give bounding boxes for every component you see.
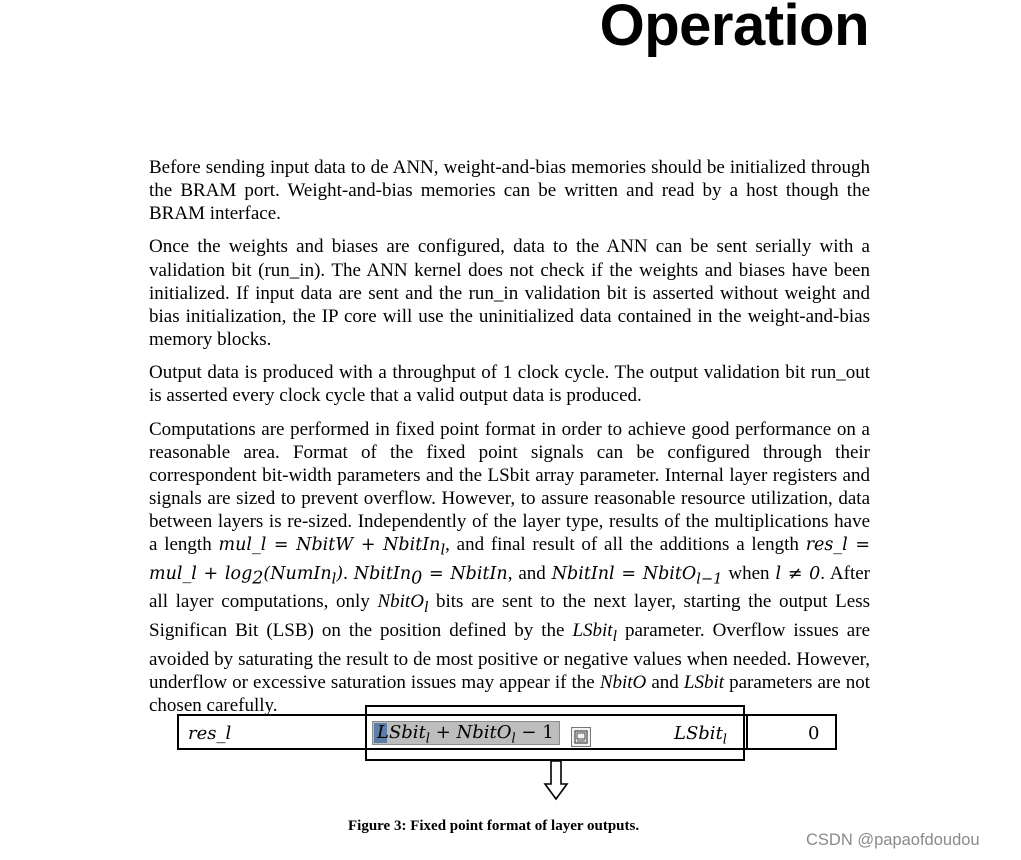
section-heading: Operation: [599, 0, 869, 58]
msb-position-label[interactable]: LSbit$_l$ + NbitO$_l$ − 1: [377, 722, 554, 747]
res-l-label: res_l: [188, 723, 232, 744]
inline-nbito: NbitO$_l$: [377, 591, 429, 616]
body-text: [149, 156, 870, 727]
equation-nbitin: NbitIn$_0$ = NbitIn: [353, 563, 508, 589]
register-divider: [746, 714, 748, 750]
picture-icon: [572, 728, 590, 746]
equation-res: res_l = mul_l + $\log_2(NumIn_l)$: [149, 534, 870, 589]
paragraph-weights-config: Once the weights and biases are configured, data to the ANN can be sent serially with a validation bit (run_in). The ANN kernel does not check if the weights and biases have been initialized. If input data are sent and the run_in validation bit is asserted without weight and bias initialization, the IP core will use the uninitialized data contained in the weight-and-bias memory blocks.: [149, 236, 870, 350]
paragraph-bram-init: Before sending input data to de ANN, weight-and-bias memories should be initialized through the BRAM port. Weight-and-bias memories can be written and read by a host though the BRAM interface.: [149, 157, 870, 225]
inline-nbito-param: NbitO: [599, 672, 647, 694]
equation-l-nonzero: l ≠ 0: [775, 563, 821, 584]
paragraph-fixed-point: Computations are performed in fixed point format in order to achieve good performance on a reasonable area. Format of the fixed point signals can be configured through their correspondent bit-width parameters and the LSbit array parameter. Internal layer registers and signals are sized to prevent overflow. However, to assure reasonable resource utilization, data between layers is re-sized. Independently of the layer type, results of the multiplications have a length mul_l = NbitW + NbitIn$_l$, and final result of all the additions a length res_l = mul_l + $\log_2(NumIn_l)$. NbitIn$_0$ = NbitIn, and NbitInl = NbitO$_{l-1}$ when l ≠ 0. After all layer computations, only NbitO$_l$ bits are sent to the next layer, starting the output Less Significan Bit (LSB) on the position defined by the LSbit$_l$ parameter. Overflow issues are avoided by saturating the result to de most positive or negative values when needed. However, underflow or excessive saturation issues may appear if the NbitO and LSbit parameters are not chosen carefully.: [149, 418, 871, 717]
image-anchor-icon[interactable]: [571, 727, 591, 747]
inline-lsbit: LSbit$_l$: [572, 620, 617, 645]
zero-label: 0: [808, 723, 820, 744]
figure-caption: Figure 3: Fixed point format of layer outputs.: [348, 818, 640, 834]
lsb-position-label: LSbit$_l$: [674, 723, 727, 748]
inline-lsbit-param: LSbit: [683, 672, 724, 694]
csdn-watermark: CSDN @papaofdoudou: [806, 831, 980, 849]
equation-mul: mul_l = NbitW + NbitIn$_l$: [218, 534, 446, 559]
equation-nbitinl: NbitInl = NbitO$_{l-1}$: [551, 563, 723, 588]
paragraph-output-data: Output data is produced with a throughput of 1 clock cycle. The output validation bit run_out is asserted every clock cycle that a valid output data is produced.: [149, 362, 870, 407]
down-arrow-icon: [541, 760, 571, 802]
